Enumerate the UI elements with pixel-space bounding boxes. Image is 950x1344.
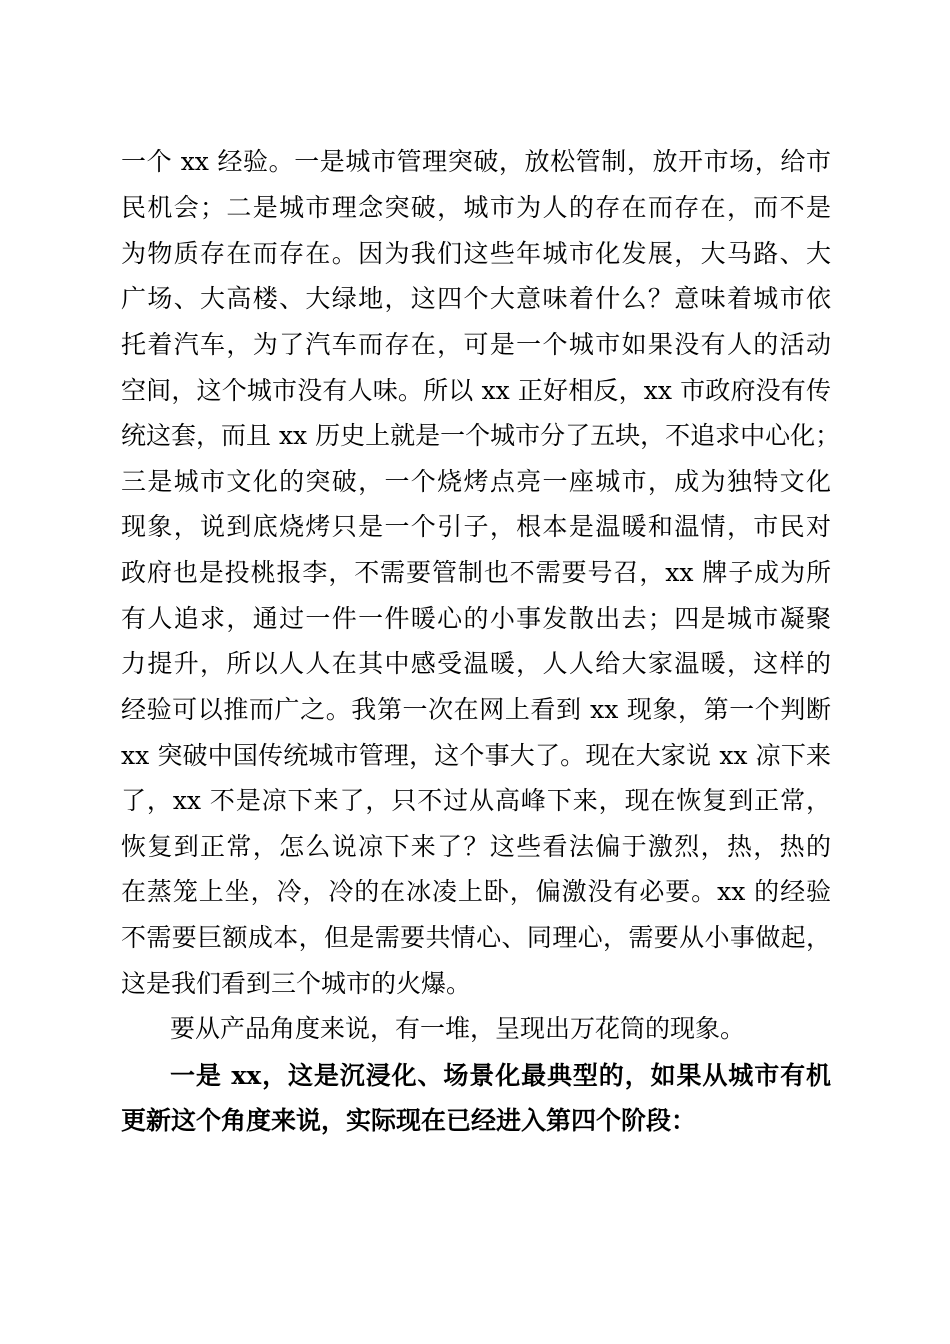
text-line: 空间，这个城市没有人味。所以 xx 正好相反，xx 市政府没有传 [121,376,831,405]
text-line: 托着汽车，为了汽车而存在，可是一个城市如果没有人的活动 [121,330,831,359]
text-line: 这是我们看到三个城市的火爆。 [121,969,472,998]
text-line: 民机会；二是城市理念突破，城市为人的存在而存在，而不是 [121,193,831,222]
text-line: 力提升，所以人人在其中感受温暖，人人给大家温暖，这样的 [121,649,831,678]
text-line: 现象，说到底烧烤只是一个引子，根本是温暖和温情，市民对 [121,512,831,541]
text-line: 政府也是投桃报李，不需要管制也不需要号召，xx 牌子成为所 [121,558,831,587]
text-line: 在蒸笼上坐，冷，冷的在冰凌上卧，偏激没有必要。xx 的经验 [121,877,831,906]
text-line: 了，xx 不是凉下来了，只不过从高峰下来，现在恢复到正常， [121,786,831,815]
text-line: 经验可以推而广之。我第一次在网上看到 xx 现象，第一个判断 [121,695,831,724]
text-line: 一是 xx，这是沉浸化、场景化最典型的，如果从城市有机 [170,1061,831,1090]
text-line: 广场、大高楼、大绿地，这四个大意味着什么？意味着城市依 [121,284,831,313]
text-line: 不需要巨额成本，但是需要共情心、同理心，需要从小事做起， [121,923,831,952]
text-line: 统这套，而且 xx 历史上就是一个城市分了五块，不追求中心化； [121,421,841,450]
text-line: 更新这个角度来说，实际现在已经进入第四个阶段： [121,1106,697,1135]
text-line: xx 突破中国传统城市管理，这个事大了。现在大家说 xx 凉下来 [121,741,831,770]
text-line: 要从产品角度来说，有一堆，呈现出万花筒的现象。 [170,1014,746,1043]
text-line: 一个 xx 经验。一是城市管理突破，放松管制，放开市场，给市 [121,147,831,176]
text-line: 为物质存在而存在。因为我们这些年城市化发展，大马路、大 [121,239,831,268]
text-line: 有人追求，通过一件一件暖心的小事发散出去；四是城市凝聚 [121,604,831,633]
text-line: 恢复到正常，怎么说凉下来了？这些看法偏于激烈，热，热的 [121,832,831,861]
text-line: 三是城市文化的突破，一个烧烤点亮一座城市，成为独特文化 [121,467,831,496]
